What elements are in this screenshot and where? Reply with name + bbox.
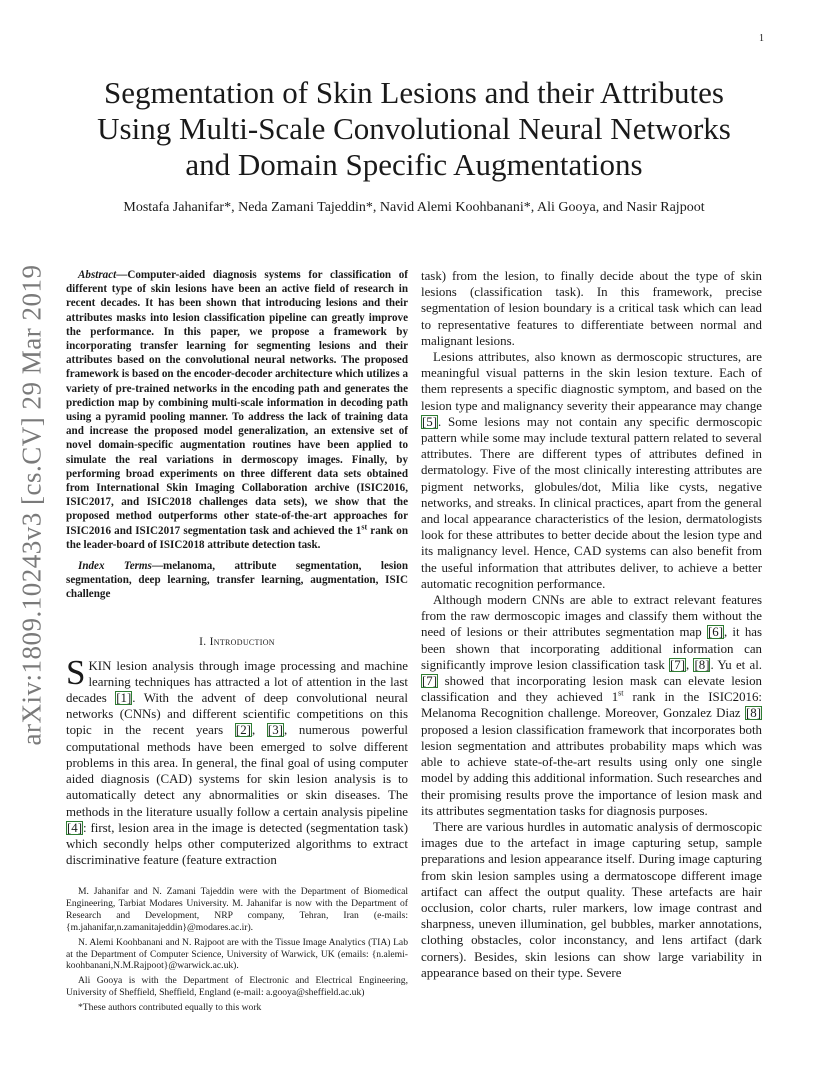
text-run: , it has been shown that incorporating additional information can significantly improve lesion classification task: [421, 625, 763, 672]
intro-text-3: ,: [251, 723, 267, 738]
citation-link[interactable]: [8]: [745, 706, 761, 721]
citation-link[interactable]: [3]: [267, 723, 283, 738]
footnote: *These authors contributed equally to this work: [78, 1002, 262, 1014]
intro-text-5: : first, lesion area in the image is detected (segmentation task) which secondly helps other computerized algorithms to extract discriminative feature (feature extraction: [66, 820, 408, 868]
intro-lead-word: KIN: [88, 658, 112, 673]
index-terms-text: —melanoma, attribute segmentation, lesion segmentation, deep learning, transfer learning, augmentation, ISIC challenge: [66, 560, 408, 601]
abstract-text-a: —Computer-aided diagnosis systems for classification of different type of skin lesions have been an active field of research in recent decades. It has been shown that introducing lesions and their attributes masks into lesion classification pipeline can greatly improve the performance. In this paper, we propose a framework by incorporating transfer learning for segmenting lesions and their attributes based on the convolutional neural networks. The proposed framework is based on the encoder-decoder architecture which utilizes a variety of pre-trained networks in the encoding path and generates the prediction map by combining multi-scale information in decoding path using a pyramid pooling manner. To address the lack of training data and increase the proposed model generalization, an extensive set of novel domain-specific augmentation routines have been applied to simulate the real variations in dermoscopy images. Finally, by performing broad experiments on three different data sets obtained from International Skin Imaging Collaboration archive (ISIC2016, ISIC2017, and ISIC2018 challenges data sets), we show that the proposed method outperforms other state-of-the-art approaches for ISIC2016 and ISIC2017 segmentation task and achieved the 1: [66, 269, 408, 537]
abstract-label: Abstract: [78, 269, 117, 281]
drop-cap: S: [66, 652, 86, 692]
citation-link[interactable]: [8]: [694, 657, 710, 672]
footnotes: [66, 886, 408, 1017]
page-number: 1: [759, 33, 764, 44]
index-terms: [66, 559, 408, 602]
section-title: Introduction: [209, 635, 275, 648]
text-run: showed that incorporating lesion mask can elevate lesion classification and they achieved 1: [421, 674, 762, 705]
citation-link[interactable]: [1]: [116, 691, 132, 706]
footnote: M. Jahanifar and N. Zamani Tajeddin were with the Department of Biomedical Engineering, Tarbiat Modares University. M. Jahanifar is now with the Department of Research and Development, NRP company, Tehran, Iran (e-mails: {m.jahanifar,n.zamanitajeddin}@modares.ac.ir).: [66, 886, 408, 933]
paragraph: There are various hurdles in automatic analysis of dermoscopic images due to the artefact in image capturing setup, sample preparations and lesion appearance itself. During image capturing from skin lesion samples using a dermatoscope different image artifact can affect the output quality. These artefacts are hair occlusion, color charts, ruler markers, low image contrast and sharpness, uneven illumination, gel bubbles, marker annotations, clothing obstacles, color inconstancy, and lens artifact (dark corners). Besides, skin lesions can show large variability in appearance based on their type. Severe: [421, 819, 762, 980]
footnote: Ali Gooya is with the Department of Electronic and Electrical Engineering, University of Sheffield, Sheffield, England (e-mail: a.gooya@sheffield.ac.uk): [66, 975, 408, 999]
text-run: Lesions attributes, also known as dermoscopic structures, are meaningful visual patterns in the skin lesion texture. Each of them represents a specific diagnostic symptom, and based on the lesion type and malignancy severity their appearance may change: [421, 350, 762, 413]
intro-text-2: . With the advent of deep convolutional neural networks (CNNs) and different scientific competitions on this topic in the recent years: [66, 691, 408, 738]
left-column: [66, 268, 408, 868]
footnote: N. Alemi Koohbanani and N. Rajpoot are with the Tissue Image Analytics (TIA) Lab at the Department of Computer Science, University of Warwick, UK (emails: {n.alemi-koohbanani,N.M.Rajpoot}@warwick.ac.uk).: [66, 936, 408, 972]
citation-link[interactable]: [2]: [235, 723, 251, 738]
text-run: Although modern CNNs are able to extract relevant features from the raw dermoscopic images and classify them without the need of lesions or their attributes segmentation map: [421, 593, 762, 640]
abstract-superscript: st: [361, 521, 368, 531]
paper-title: [60, 75, 768, 183]
text-run: . Some lesions may not contain any specific dermoscopic pattern while some may include textural pattern related to several attributes. There are different types of attributes defined in dermatology. Five of the most clinically interesting attributes are pigment networks, globules/dot, Milia like cysts, negative networks, and streaks. In clinical practices, apart from the general and local appearance characteristics of the lesion, dermatologists look for these attributes to better decide about the lesion type and its malignancy level. Hence, CAD systems can also benefit from the useful information that attributes deliver, to achieve a better automatic recognition performance.: [421, 414, 762, 591]
intro-paragraph: [66, 652, 408, 869]
title-line-3: and Domain Specific Augmentations: [185, 147, 643, 182]
intro-text-4: , numerous powerful computational methods have been emerged to solve different problems in this area. In general, the final goal of using computer aided diagnosis (CAD) systems for skin lesion analysis is to automatically detect any abnormalities or skin diseases. The methods in the literature usually follow a certain analysis pipeline: [66, 723, 408, 819]
paragraph: task) from the lesion, to finally decide about the type of skin lesions (classification task). In this framework, precise segmentation of lesion boundary is a critical task which can lead to representative features to differentiate between normal and malignant lesions.: [421, 269, 762, 348]
right-column: [421, 268, 762, 981]
index-terms-label: Index Terms: [78, 560, 152, 573]
paragraph: [421, 592, 762, 819]
abstract-text-b: rank on the leader-board of ISIC2018 attribute detection task.: [66, 524, 408, 551]
superscript: st: [618, 688, 624, 698]
citation-link[interactable]: [5]: [422, 414, 438, 429]
citation-link[interactable]: [7]: [422, 674, 438, 689]
text-run: . Yu et al.: [710, 657, 762, 672]
arxiv-side-stamp: [6, 264, 58, 746]
author-list: Mostafa Jahanifar*, Neda Zamani Tajeddin*, Navid Alemi Koohbanani*, Ali Gooya, and Nasir Rajpoot: [123, 200, 705, 215]
title-line-1: Segmentation of Skin Lesions and their Attributes: [104, 75, 724, 110]
abstract: [66, 268, 408, 552]
paragraph: [421, 349, 762, 592]
citation-link[interactable]: [7]: [669, 657, 686, 672]
section-heading-introduction: [66, 636, 408, 648]
title-line-2: Using Multi-Scale Convolutional Neural Networks: [97, 111, 731, 146]
text-run: ,: [686, 657, 694, 672]
arxiv-identifier: arXiv:1809.10243v3 [cs.CV] 29 Mar 2019: [16, 264, 47, 746]
section-number: I.: [199, 635, 207, 648]
intro-text-1: lesion analysis through image processing and machine learning techniques has attracted a lot of attention in the last decades: [66, 658, 408, 706]
citation-link[interactable]: [4]: [67, 820, 83, 835]
text-run: rank in the ISIC2016: Melanoma Recognition challenge. Moreover, Gonzalez Diaz: [421, 690, 762, 721]
text-run: proposed a lesion classification framework that incorporates both lesion segmentation and attributes probability maps which was able to achieve state-of-the-art results using only one single model by adding this additional information. Such researches and their promising results prove the importance of lesion mask and its attributes segmentation tasks for diagnosis purposes.: [421, 722, 762, 818]
citation-link[interactable]: [6]: [707, 625, 723, 640]
